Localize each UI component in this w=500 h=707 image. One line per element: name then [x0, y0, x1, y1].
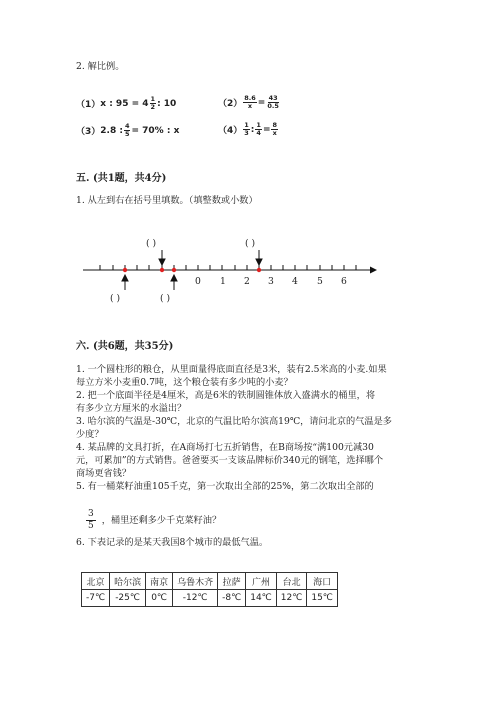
- number-line-ticks: [100, 265, 356, 270]
- table-cell: 北京: [82, 573, 110, 590]
- fraction: $\frac{43}{0.5}$: [267, 94, 279, 110]
- answer-blank-bottom-1: ( ): [110, 293, 121, 304]
- table-cell: 拉萨: [218, 573, 246, 590]
- equation-number: （2）: [218, 99, 243, 109]
- table-cell: 0℃: [146, 590, 173, 607]
- question-line: 3. 哈尔滨的气温是-30℃，北京的气温比哈尔滨高19℃，请问北京的气温是多: [76, 416, 392, 427]
- section5-title: 五. (共1题，共4分): [76, 173, 167, 184]
- fraction: $\frac{8.6}{x}$: [244, 94, 256, 110]
- table-cell: -8℃: [218, 590, 246, 607]
- tick-label: 5: [317, 276, 323, 287]
- fraction: 3 5: [88, 509, 94, 531]
- tick-label: 3: [268, 276, 274, 287]
- equation-number: （4）: [218, 126, 243, 136]
- table-cell: -12℃: [173, 590, 218, 607]
- question-line: 少度？: [76, 429, 104, 440]
- equation-text: : 10: [157, 98, 177, 109]
- equation-text: x : 95 = 4: [100, 98, 149, 109]
- tick-label: 6: [341, 276, 347, 287]
- fraction: $\frac{1}{3}$: [244, 121, 249, 137]
- question-line: 商场更省钱？: [76, 468, 132, 479]
- table-cell: 哈尔滨: [110, 573, 146, 590]
- table-cell: 广州: [246, 573, 277, 590]
- equation-4: （4） $\frac{1}{3}$ : $\frac{1}{4}$ = $\frac{8}{x}$: [218, 121, 278, 137]
- equation-number: （3）: [76, 127, 101, 137]
- equation-number: （1）: [76, 100, 101, 110]
- temperature-table: [81, 572, 338, 607]
- table-cell: 海口: [307, 573, 338, 590]
- table-cell: 南京: [146, 573, 173, 590]
- down-arrow-icon: [159, 250, 262, 265]
- section6-title: 六. (共6题，共35分): [76, 341, 174, 352]
- table-cell: 台北: [276, 573, 307, 590]
- tick-label: 2: [244, 276, 250, 287]
- table-cell: 乌鲁木齐: [173, 573, 218, 590]
- equation-text: = 70% : x: [131, 125, 180, 136]
- table-cell: 15℃: [307, 590, 338, 607]
- section2-heading: 2. 解比例。: [76, 61, 125, 72]
- equation-text: 2.8 :: [100, 125, 123, 136]
- tick-label: 4: [292, 276, 298, 287]
- fraction: $\frac{8}{x}$: [272, 121, 278, 137]
- table-row-cities: [82, 573, 338, 590]
- question-line: 2. 把一个底面半径是4厘米，高是6米的铁制圆锥体放入盛满水的桶里，将: [76, 390, 376, 401]
- question-6: 6. 下表记录的是某天我国8个城市的最低气温。: [76, 537, 269, 548]
- fraction: $\frac{1}{2}$: [150, 95, 156, 111]
- question-line: 1. 一个圆柱形的粮仓，从里面量得底面直径是3米，装有2.5米高的小麦.如果: [76, 364, 387, 375]
- question-line: 每立方米小麦重0.7吨，这个粮仓装有多少吨的小麦？: [76, 377, 293, 388]
- table-row-temps: [82, 590, 338, 607]
- question-line: 有多少立方厘米的水溢出？: [76, 403, 187, 414]
- question-line: 4. 某品牌的文具打折，在A商场打七五折销售，在B商场按“满100元减30: [76, 442, 374, 453]
- tick-label: 1: [220, 276, 226, 287]
- axis-arrow-icon: [370, 267, 377, 274]
- question-5-continuation: [86, 509, 221, 532]
- section5-question-1: 1. 从左到右在括号里填数。（填整数或小数）: [76, 195, 258, 206]
- equation-2: （2） $\frac{8.6}{x}$ = $\frac{43}{0.5}$: [218, 94, 279, 110]
- table-cell: -7℃: [82, 590, 110, 607]
- fraction: $\frac{4}{5}$: [124, 122, 130, 138]
- answer-blank-top-2: ( ): [245, 238, 256, 249]
- table-cell: 12℃: [276, 590, 307, 607]
- answer-blank-top-1: ( ): [146, 238, 157, 249]
- table-cell: -25℃: [110, 590, 146, 607]
- question-line: 元，可累加”的方式销售。爸爸要买一支该品牌标价340元的钢笔，选择哪个: [76, 455, 384, 466]
- question-text: ，桶里还剩多少千克菜籽油？: [101, 515, 222, 526]
- question-line: 5. 有一桶菜籽油重105千克，第一次取出全部的25%，第二次取出全部的: [76, 481, 374, 492]
- table-cell: 14℃: [246, 590, 277, 607]
- up-arrow-icon: [122, 275, 177, 290]
- answer-blank-bottom-2: ( ): [160, 293, 171, 304]
- tick-label: 0: [195, 276, 201, 287]
- fraction: $\frac{1}{4}$: [256, 121, 261, 137]
